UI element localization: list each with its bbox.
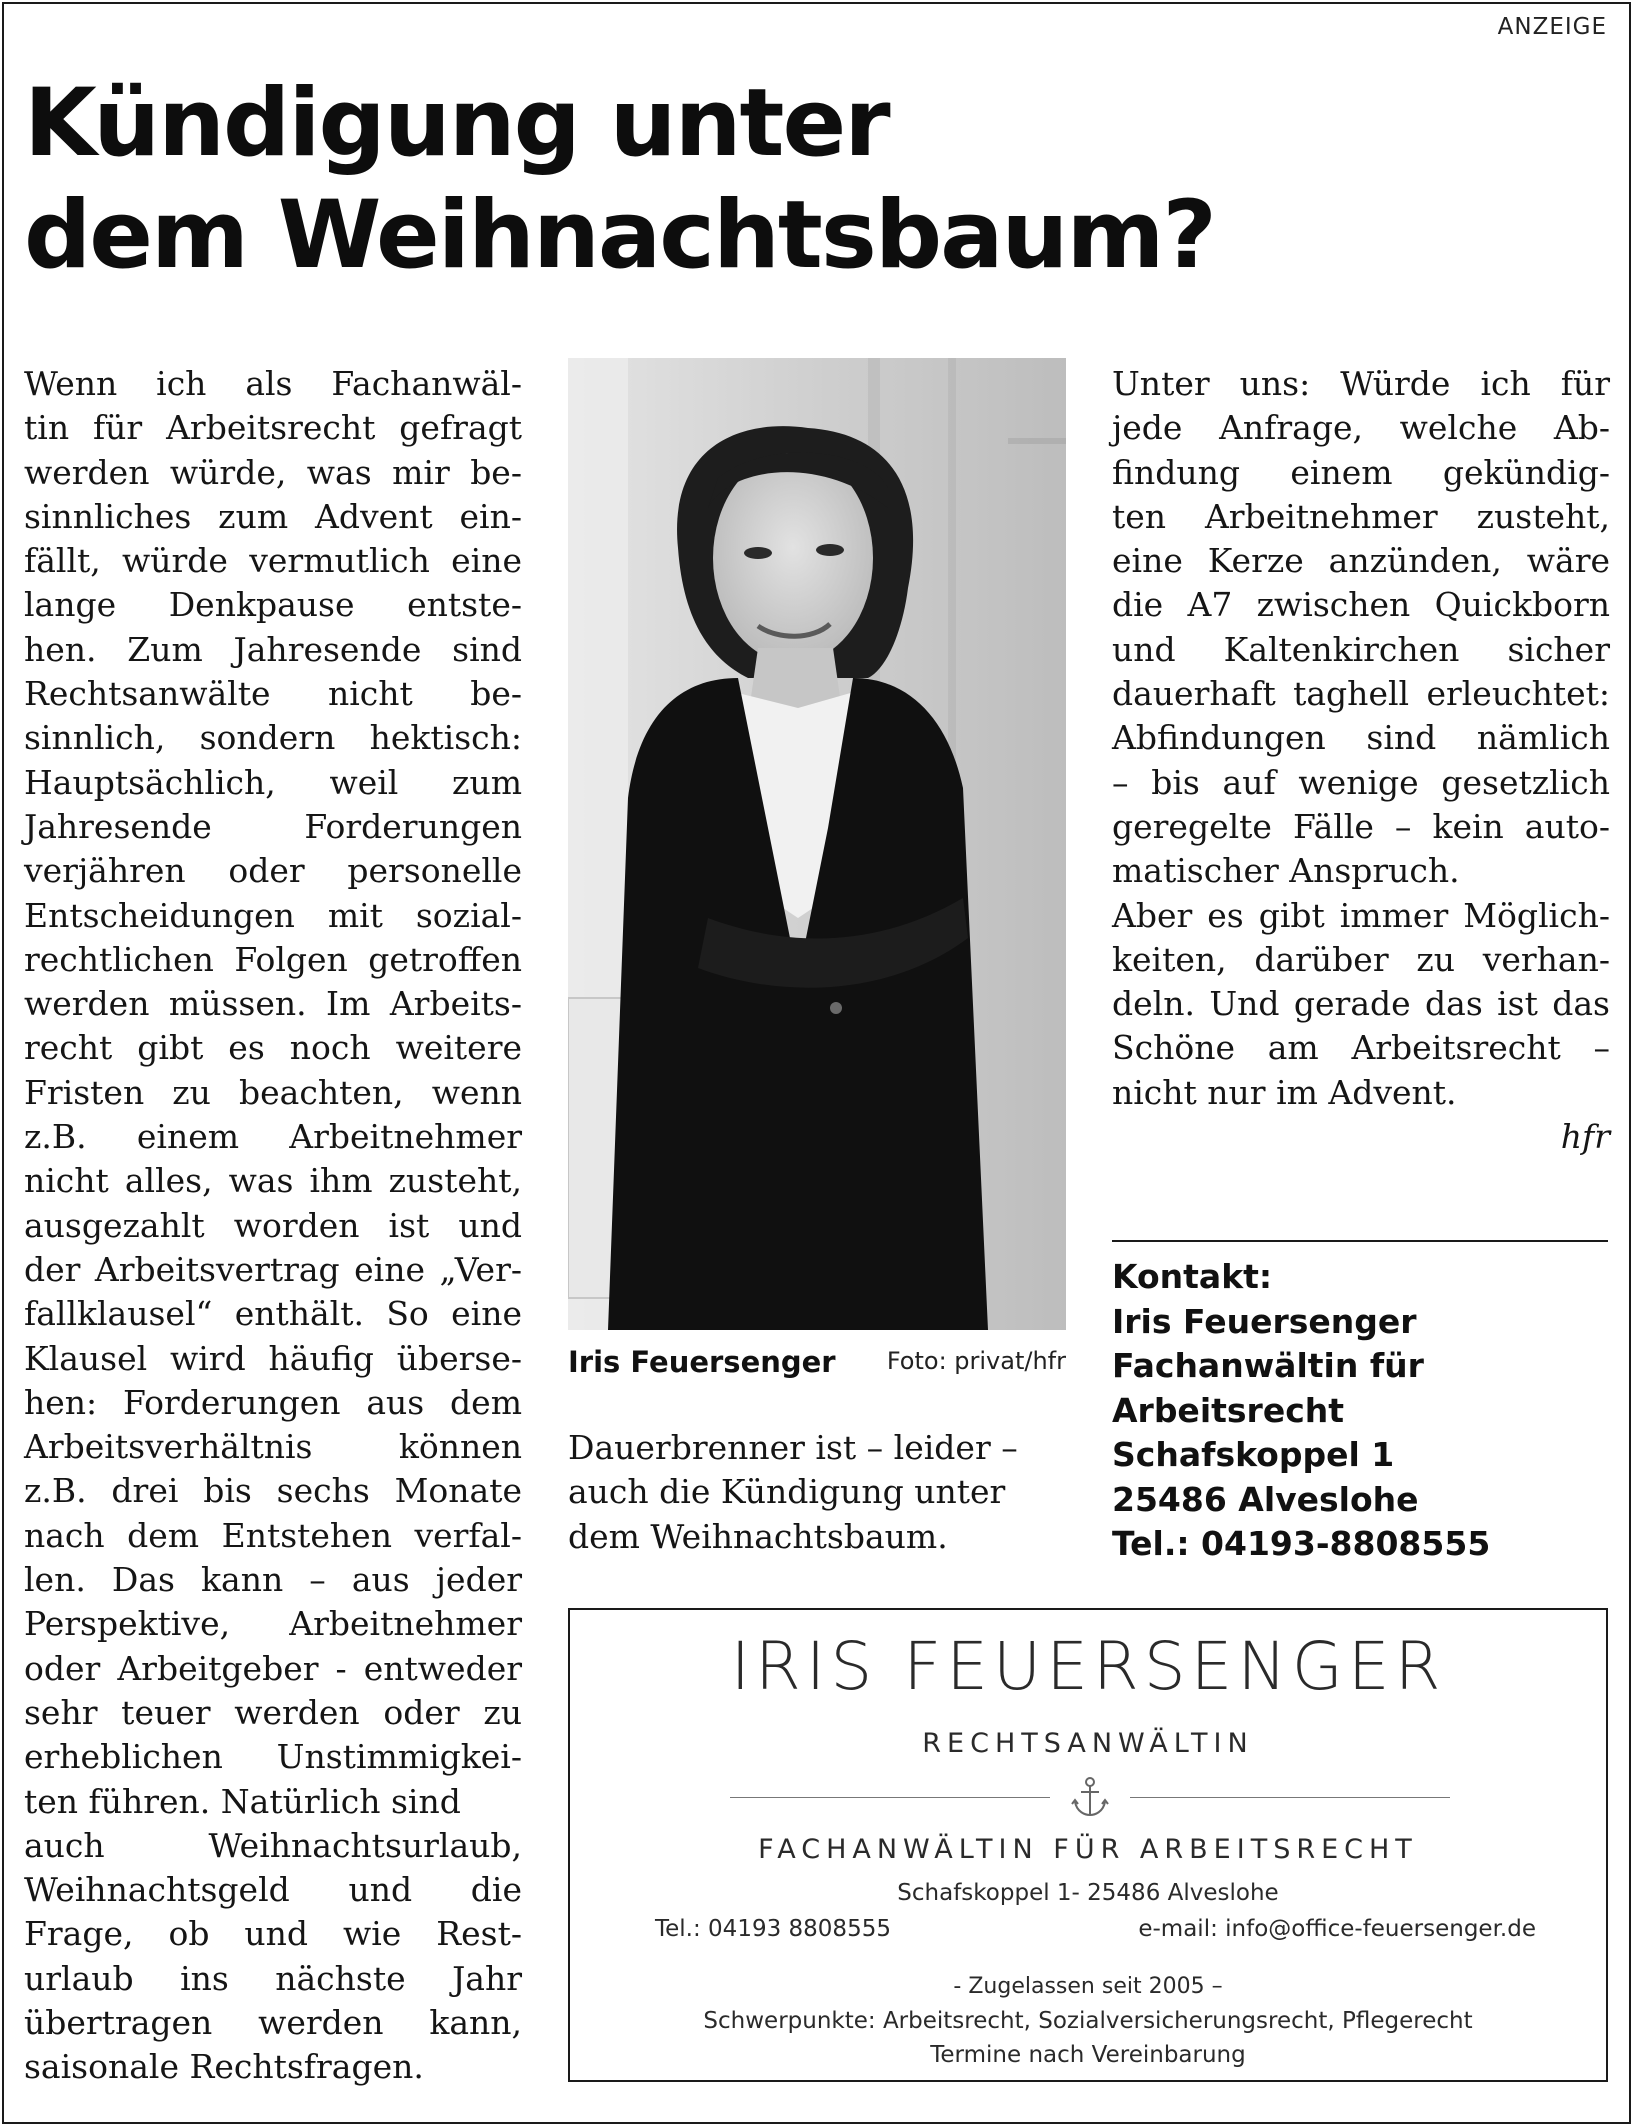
text-line: Dauerbrenner ist – leider – [568,1428,1018,1467]
contact-line: 25486 Alveslohe [1112,1479,1419,1519]
text-line: Wenn ich als Fachanwäl- [24,364,522,403]
author-signature: hfr [1560,1117,1610,1157]
logo-subtitle: FACHANWÄLTIN FÜR ARBEITSRECHT [758,1834,1418,1865]
logo-focus-areas: Schwerpunkte: Arbeitsrecht, Sozialversicherungsrecht, Pflegerecht [703,2008,1473,2034]
text-line: – bis auf wenige gesetzlich [1112,762,1610,802]
text-line: eine Kerze anzünden, wäre [1112,541,1610,581]
logo-admitted-since: - Zugelassen seit 2005 – [953,1974,1223,1999]
contact-line: Iris Feuersenger [1112,1301,1417,1341]
text-line: findung einem gekündig- [1112,452,1610,492]
text-line: und Kaltenkirchen sicher [1112,629,1610,669]
text-line: sinnliches zum Advent ein- [24,496,522,536]
text-line: werden müssen. Im Arbeits- [24,984,522,1024]
logo-divider [730,1797,1050,1798]
text-line: dauerhaft taghell erleuchtet: [1112,674,1610,714]
text-line: die A7 zwischen Quickborn [1112,585,1610,625]
business-card [568,1608,1608,2082]
text-line: Weihnachtsgeld und die [24,1870,522,1910]
text-line: oder Arbeitgeber - entweder [24,1648,522,1688]
text-line: Perspektive, Arbeitnehmer [24,1604,522,1644]
text-line: Klausel wird häufig überse- [24,1338,522,1378]
text-line: sinnlich, sondern hektisch: [24,718,522,758]
text-line: recht gibt es noch weitere [24,1028,522,1068]
text-line: Rechtsanwälte nicht be- [24,674,522,714]
text-line: nicht nur im Advent. [1112,1072,1457,1112]
ad-label: ANZEIGE [1497,14,1607,40]
right-column [1112,362,1610,1159]
text-line: urlaub ins nächste Jahr [24,1958,522,1998]
text-line: auch die Kündigung unter [568,1472,1006,1512]
text-line: verjähren oder personelle [24,851,522,891]
text-line: Hauptsächlich, weil zum [24,762,522,802]
text-line: fällt, würde vermutlich eine [24,541,522,581]
text-line: Schöne am Arbeitsrecht – [1112,1028,1610,1068]
text-line: der Arbeitsvertrag eine „Ver- [24,1249,522,1289]
contact-line: Arbeitsrecht [1112,1390,1345,1430]
text-line: keiten, darüber zu verhan- [1112,939,1610,979]
logo-address: Schafskoppel 1- 25486 Alveslohe [897,1880,1279,1906]
text-line: jede Anfrage, welche Ab- [1112,408,1610,448]
text-line: dem Weihnachtsbaum. [568,1516,948,1556]
text-line: erheblichen Unstimmigkei- [24,1737,522,1777]
photo-caption-name: Iris Feuersenger [568,1345,836,1379]
text-line: z.B. einem Arbeitnehmer [24,1117,522,1157]
logo-email: e-mail: info@office-feuersenger.de [1138,1916,1536,1942]
text-line: hen. Zum Jahresende sind [24,629,522,669]
text-line: hen: Forderungen aus dem [24,1382,522,1422]
logo-name: IRIS FEUERSENGER [730,1628,1446,1705]
logo-divider [1130,1797,1450,1798]
text-line: Fristen zu beachten, wenn [24,1072,522,1112]
headline-line: Kündigung unter [24,69,889,178]
text-line: ten führen. Natürlich sind [24,1781,461,1821]
text-line: geregelte Fälle – kein auto- [1112,806,1610,846]
text-line: Jahresende Forderungen [24,806,522,846]
text-line: saisonale Rechtsfragen. [24,2047,424,2087]
anchor-icon [1067,1774,1113,1820]
text-line: Aber es gibt immer Möglich- [1112,895,1610,935]
contact-heading: Kontakt: [1112,1257,1273,1296]
text-line: tin für Arbeitsrecht gefragt [24,408,522,448]
text-line: auch Weihnachtsurlaub, [24,1825,522,1865]
text-line: deln. Und gerade das ist das [1112,984,1610,1024]
text-line: ausgezahlt worden ist und [24,1205,522,1245]
text-line: sehr teuer werden oder zu [24,1692,522,1732]
text-line: werden würde, was mir be- [24,452,522,492]
text-line: ten Arbeitnehmer zusteht, [1112,496,1610,536]
contact-phone: Tel.: 04193-8808555 [1112,1524,1491,1563]
text-line: Abfindungen sind nämlich [1112,718,1610,758]
middle-column [568,1426,1066,1559]
contact-block [1112,1255,1610,1567]
logo-title: RECHTSANWÄLTIN [922,1728,1254,1759]
left-column [24,362,522,2090]
contact-line: Schafskoppel 1 [1112,1435,1395,1474]
portrait-photo [568,358,1066,1330]
headline [24,68,1424,292]
headline-line: dem Weihnachtsbaum? [24,180,1215,290]
logo-appointments: Termine nach Vereinbarung [930,2042,1246,2068]
text-line: nicht alles, was ihm zusteht, [24,1161,522,1201]
contact-line: Fachanwältin für [1112,1346,1424,1385]
text-line: nach dem Entstehen verfal- [24,1515,522,1555]
text-line: rechtlichen Folgen getroffen [24,939,522,979]
text-line: Frage, ob und wie Rest- [24,1914,522,1954]
contact-divider [1112,1240,1608,1242]
text-line: matischer Anspruch. [1112,851,1460,891]
text-line: Arbeitsverhältnis können [24,1427,522,1467]
text-line: len. Das kann – aus jeder [24,1560,522,1600]
text-line: übertragen werden kann, [24,2002,522,2042]
text-line: z.B. drei bis sechs Monate [24,1471,522,1511]
text-line: Entscheidungen mit sozial- [24,895,522,935]
logo-phone: Tel.: 04193 8808555 [655,1916,891,1942]
text-line: Unter uns: Würde ich für [1112,364,1610,403]
text-line: lange Denkpause entste- [24,585,522,625]
portrait-image [568,358,1066,1330]
photo-credit: Foto: privat/hfr [886,1347,1066,1375]
text-line: fallklausel“ enthält. So eine [24,1294,522,1334]
